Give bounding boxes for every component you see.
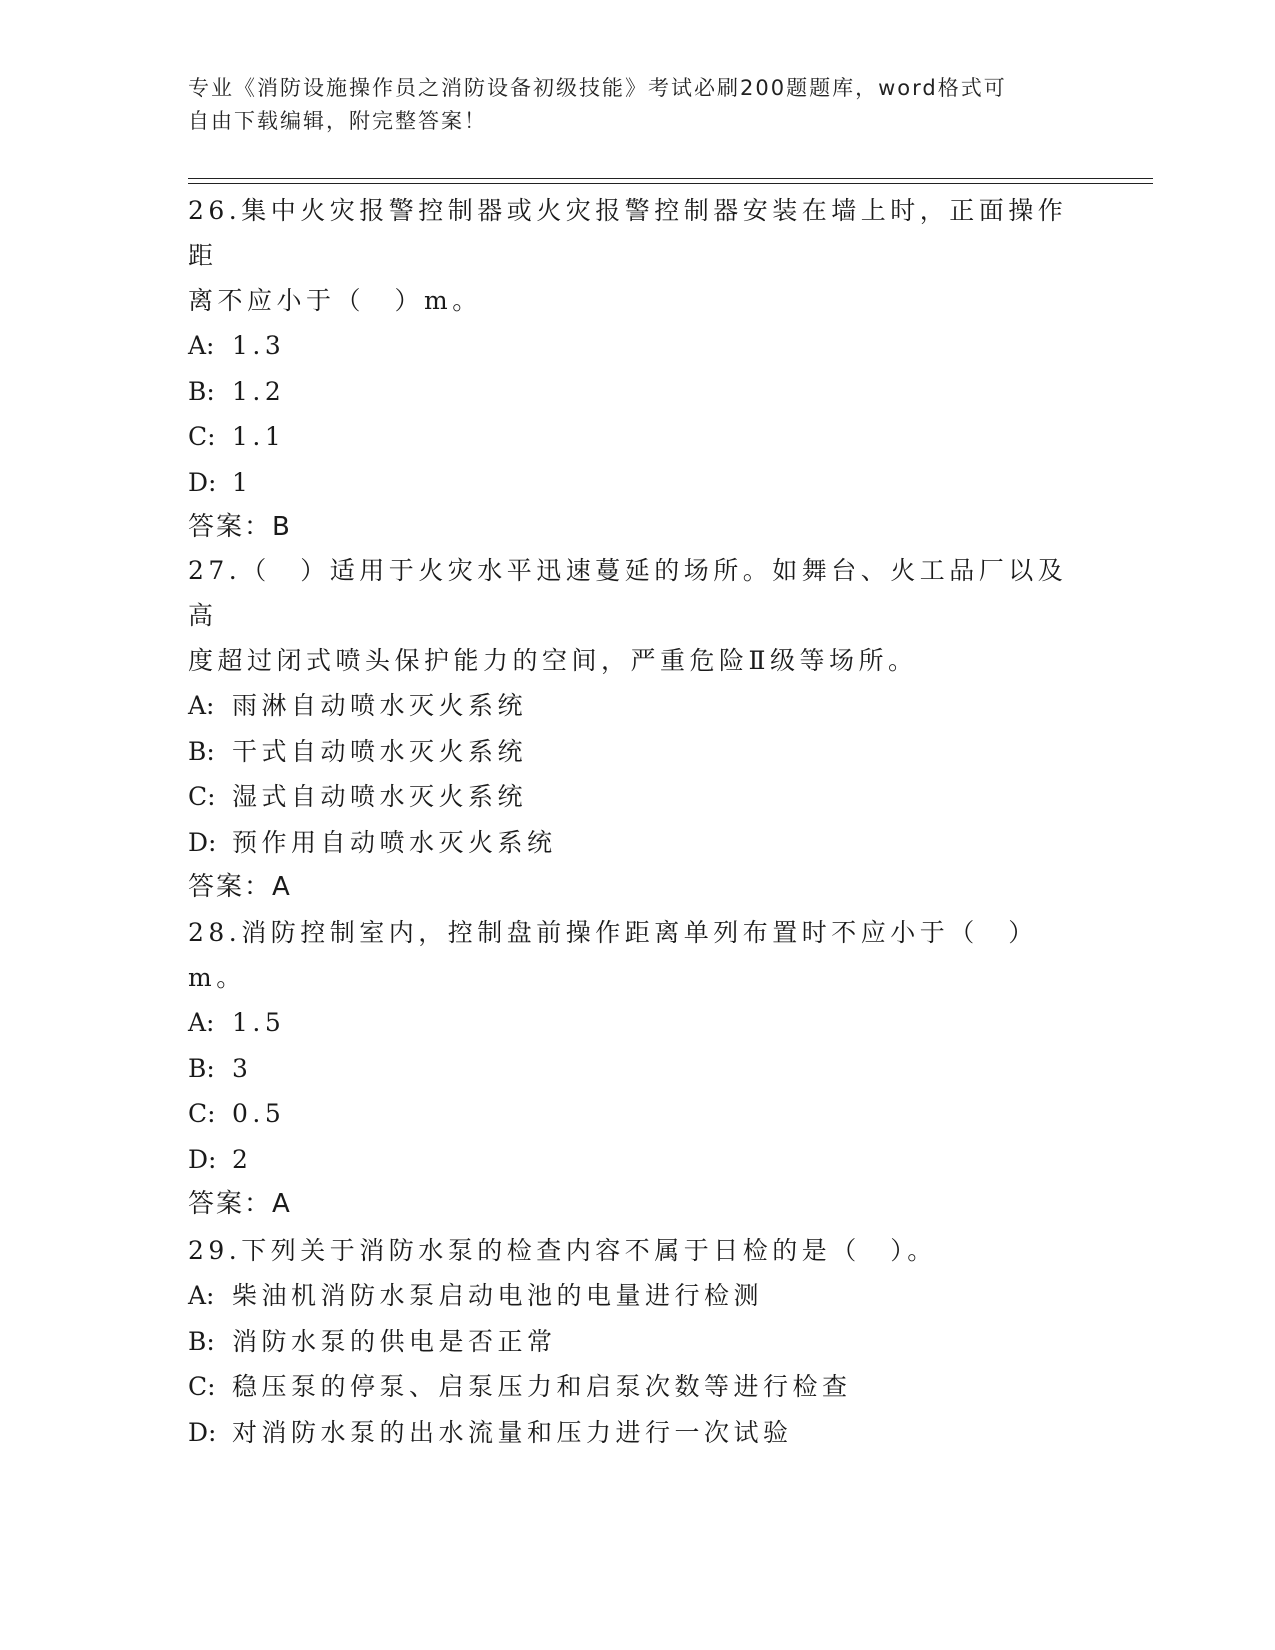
option-d: [188, 1137, 1088, 1183]
option-text: 雨淋自动喷水灭火系统: [232, 691, 528, 720]
question-stem-line: 度超过闭式喷头保护能力的空间，严重危险Ⅱ级等场所。: [188, 646, 918, 675]
option-key: C:: [188, 422, 216, 451]
answer-label: 答案：A: [188, 872, 292, 902]
option-key: B:: [188, 1053, 215, 1083]
option-c: [188, 1091, 1088, 1137]
answer-label: 答案：A: [188, 1189, 292, 1219]
question-27: [188, 548, 1088, 909]
option-text: 1.2: [232, 376, 286, 406]
option-a: [188, 683, 1088, 729]
option-key: D:: [188, 467, 217, 497]
question-29: [188, 1228, 1088, 1455]
option-text: 干式自动喷水灭火系统: [232, 736, 528, 766]
option-d: [188, 460, 1088, 506]
question-stem-line: 离不应小于（ ）m。: [188, 286, 482, 315]
option-c: [188, 774, 1088, 820]
option-key: D:: [188, 1417, 217, 1447]
option-key: B:: [188, 1326, 215, 1356]
option-key: B:: [188, 736, 215, 766]
option-key: B:: [188, 376, 215, 406]
question-stem-line: 27.（ ）适用于火灾水平迅速蔓延的场所。如舞台、火工品厂以及高: [188, 556, 1068, 630]
header-divider-top: [188, 178, 1153, 179]
option-key: A:: [188, 331, 215, 360]
option-key: A:: [188, 691, 215, 720]
option-key: D:: [188, 827, 217, 857]
option-key: C:: [188, 1372, 216, 1401]
option-key: D:: [188, 1144, 217, 1174]
option-key: A:: [188, 1008, 215, 1037]
option-a: [188, 1000, 1088, 1046]
header-line-2: 自由下载编辑，附完整答案！: [188, 109, 487, 133]
option-text: 1.1: [232, 422, 286, 451]
option-a: [188, 323, 1088, 369]
option-b: [188, 369, 1088, 415]
question-stem-line: 26.集中火灾报警控制器或火灾报警控制器安装在墙上时，正面操作距: [188, 196, 1068, 270]
option-text: 0.5: [232, 1099, 286, 1128]
option-text: 1.3: [232, 331, 286, 360]
option-key: C:: [188, 1099, 216, 1128]
option-text: 3: [232, 1053, 253, 1083]
option-d: [188, 1410, 1088, 1456]
option-text: 对消防水泵的出水流量和压力进行一次试验: [232, 1417, 793, 1447]
question-28: [188, 910, 1088, 1226]
question-stem-line: 28.消防控制室内，控制盘前操作距离单列布置时不应小于（ ）m。: [188, 918, 1038, 992]
option-text: 1: [232, 467, 253, 497]
option-key: C:: [188, 782, 216, 811]
header-divider-bottom: [188, 183, 1153, 184]
header-line-1: 专业《消防设施操作员之消防设备初级技能》考试必刷200题题库，word格式可: [188, 76, 1007, 100]
question-stem-line: 29.下列关于消防水泵的检查内容不属于日检的是（ ）。: [188, 1236, 937, 1265]
option-text: 消防水泵的供电是否正常: [232, 1326, 557, 1356]
option-c: [188, 1364, 1088, 1410]
option-d: [188, 820, 1088, 866]
option-b: [188, 1046, 1088, 1092]
option-c: [188, 414, 1088, 460]
question-26: [188, 188, 1088, 549]
document-header: [188, 72, 1068, 138]
option-b: [188, 729, 1088, 775]
option-a: [188, 1273, 1088, 1319]
option-text: 柴油机消防水泵启动电池的电量进行检测: [232, 1281, 764, 1310]
option-text: 预作用自动喷水灭火系统: [232, 827, 557, 857]
option-b: [188, 1319, 1088, 1365]
option-text: 稳压泵的停泵、启泵压力和启泵次数等进行检查: [232, 1372, 852, 1401]
option-text: 2: [232, 1144, 253, 1174]
answer-label: 答案：B: [188, 512, 292, 542]
option-text: 1.5: [232, 1008, 286, 1037]
option-key: A:: [188, 1281, 215, 1310]
option-text: 湿式自动喷水灭火系统: [232, 782, 528, 811]
